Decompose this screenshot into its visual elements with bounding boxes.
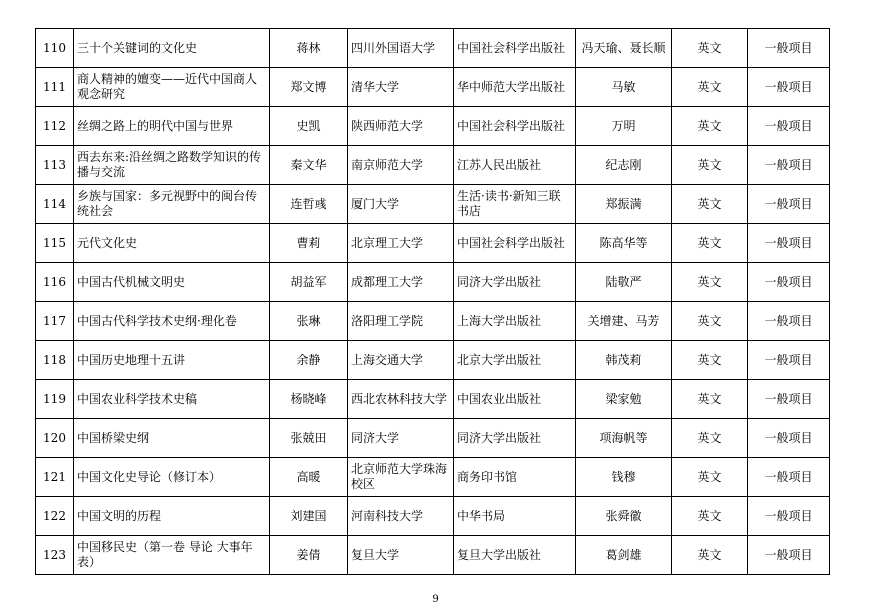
cell-applicant: 秦文华 <box>270 146 348 185</box>
cell-author: 韩茂莉 <box>576 341 672 380</box>
cell-author: 陈高华等 <box>576 224 672 263</box>
cell-number: 114 <box>36 185 74 224</box>
table-row <box>36 380 830 419</box>
table-row <box>36 29 830 68</box>
cell-author: 马敏 <box>576 68 672 107</box>
cell-number: 115 <box>36 224 74 263</box>
cell-applicant: 高暖 <box>270 458 348 497</box>
cell-publisher: 江苏人民出版社 <box>454 146 576 185</box>
cell-language: 英文 <box>672 536 748 575</box>
table-row <box>36 185 830 224</box>
cell-number: 110 <box>36 29 74 68</box>
cell-number: 111 <box>36 68 74 107</box>
cell-publisher: 中国社会科学出版社 <box>454 107 576 146</box>
cell-category: 一般项目 <box>748 263 830 302</box>
cell-publisher: 同济大学出版社 <box>454 263 576 302</box>
cell-applicant: 连哲彧 <box>270 185 348 224</box>
cell-author: 葛剑雄 <box>576 536 672 575</box>
cell-institution: 成都理工大学 <box>348 263 454 302</box>
cell-applicant: 曹莉 <box>270 224 348 263</box>
cell-institution: 北京师范大学珠海校区 <box>348 458 454 497</box>
cell-number: 123 <box>36 536 74 575</box>
cell-applicant: 张琳 <box>270 302 348 341</box>
cell-title: 中国文明的历程 <box>74 497 270 536</box>
cell-applicant: 郑文博 <box>270 68 348 107</box>
cell-publisher: 生活·读书·新知三联书店 <box>454 185 576 224</box>
cell-category: 一般项目 <box>748 146 830 185</box>
cell-publisher: 北京大学出版社 <box>454 341 576 380</box>
cell-title: 中国历史地理十五讲 <box>74 341 270 380</box>
cell-number: 121 <box>36 458 74 497</box>
cell-category: 一般项目 <box>748 458 830 497</box>
cell-author: 梁家勉 <box>576 380 672 419</box>
cell-number: 122 <box>36 497 74 536</box>
cell-category: 一般项目 <box>748 302 830 341</box>
table-row <box>36 341 830 380</box>
cell-author: 陆敬严 <box>576 263 672 302</box>
cell-language: 英文 <box>672 224 748 263</box>
cell-category: 一般项目 <box>748 380 830 419</box>
cell-title: 商人精神的嬗变——近代中国商人观念研究 <box>74 68 270 107</box>
cell-institution: 洛阳理工学院 <box>348 302 454 341</box>
project-list-table-container <box>35 28 829 575</box>
cell-language: 英文 <box>672 302 748 341</box>
cell-author: 项海帆等 <box>576 419 672 458</box>
cell-language: 英文 <box>672 497 748 536</box>
cell-title: 中国古代科学技术史纲·理化卷 <box>74 302 270 341</box>
cell-category: 一般项目 <box>748 419 830 458</box>
cell-publisher: 上海大学出版社 <box>454 302 576 341</box>
cell-author: 钱穆 <box>576 458 672 497</box>
cell-publisher: 同济大学出版社 <box>454 419 576 458</box>
cell-applicant: 蒋林 <box>270 29 348 68</box>
project-list-table <box>35 28 830 575</box>
cell-institution: 西北农林科技大学 <box>348 380 454 419</box>
table-row <box>36 68 830 107</box>
cell-title: 西去东来:沿丝绸之路数学知识的传播与交流 <box>74 146 270 185</box>
table-row <box>36 107 830 146</box>
cell-publisher: 复旦大学出版社 <box>454 536 576 575</box>
cell-number: 112 <box>36 107 74 146</box>
cell-category: 一般项目 <box>748 536 830 575</box>
table-row <box>36 224 830 263</box>
cell-applicant: 刘建国 <box>270 497 348 536</box>
cell-author: 冯天瑜、聂长顺 <box>576 29 672 68</box>
cell-language: 英文 <box>672 380 748 419</box>
cell-applicant: 余静 <box>270 341 348 380</box>
table-row <box>36 263 830 302</box>
cell-publisher: 中华书局 <box>454 497 576 536</box>
cell-publisher: 华中师范大学出版社 <box>454 68 576 107</box>
cell-language: 英文 <box>672 29 748 68</box>
cell-title: 元代文化史 <box>74 224 270 263</box>
cell-category: 一般项目 <box>748 185 830 224</box>
cell-title: 丝绸之路上的明代中国与世界 <box>74 107 270 146</box>
table-row <box>36 497 830 536</box>
cell-applicant: 杨晓峰 <box>270 380 348 419</box>
cell-author: 关增建、马芳 <box>576 302 672 341</box>
cell-institution: 四川外国语大学 <box>348 29 454 68</box>
page-number: 9 <box>432 594 439 605</box>
cell-institution: 河南科技大学 <box>348 497 454 536</box>
cell-category: 一般项目 <box>748 497 830 536</box>
table-body <box>36 29 830 575</box>
cell-publisher: 中国农业出版社 <box>454 380 576 419</box>
table-row <box>36 302 830 341</box>
cell-institution: 上海交通大学 <box>348 341 454 380</box>
cell-number: 113 <box>36 146 74 185</box>
cell-category: 一般项目 <box>748 224 830 263</box>
cell-title: 中国古代机械文明史 <box>74 263 270 302</box>
table-row <box>36 146 830 185</box>
cell-language: 英文 <box>672 107 748 146</box>
cell-number: 116 <box>36 263 74 302</box>
cell-title: 中国文化史导论（修订本） <box>74 458 270 497</box>
cell-number: 119 <box>36 380 74 419</box>
cell-institution: 北京理工大学 <box>348 224 454 263</box>
cell-number: 118 <box>36 341 74 380</box>
cell-title: 中国移民史（第一卷 导论 大事年表） <box>74 536 270 575</box>
cell-title: 三十个关键词的文化史 <box>74 29 270 68</box>
cell-title: 中国桥梁史纲 <box>74 419 270 458</box>
cell-language: 英文 <box>672 263 748 302</box>
cell-applicant: 张兢田 <box>270 419 348 458</box>
cell-institution: 厦门大学 <box>348 185 454 224</box>
cell-publisher: 商务印书馆 <box>454 458 576 497</box>
table-row <box>36 536 830 575</box>
cell-language: 英文 <box>672 419 748 458</box>
table-row <box>36 458 830 497</box>
cell-category: 一般项目 <box>748 107 830 146</box>
cell-title: 乡族与国家：多元视野中的闽台传统社会 <box>74 185 270 224</box>
cell-author: 纪志刚 <box>576 146 672 185</box>
cell-author: 郑振满 <box>576 185 672 224</box>
cell-institution: 陕西师范大学 <box>348 107 454 146</box>
cell-category: 一般项目 <box>748 29 830 68</box>
cell-language: 英文 <box>672 68 748 107</box>
cell-language: 英文 <box>672 185 748 224</box>
cell-category: 一般项目 <box>748 68 830 107</box>
cell-applicant: 胡益军 <box>270 263 348 302</box>
cell-institution: 南京师范大学 <box>348 146 454 185</box>
cell-institution: 同济大学 <box>348 419 454 458</box>
cell-category: 一般项目 <box>748 341 830 380</box>
cell-author: 张舜徽 <box>576 497 672 536</box>
cell-language: 英文 <box>672 146 748 185</box>
cell-language: 英文 <box>672 458 748 497</box>
cell-applicant: 史凯 <box>270 107 348 146</box>
table-row <box>36 419 830 458</box>
cell-institution: 清华大学 <box>348 68 454 107</box>
cell-title: 中国农业科学技术史稿 <box>74 380 270 419</box>
cell-applicant: 姜倩 <box>270 536 348 575</box>
cell-publisher: 中国社会科学出版社 <box>454 224 576 263</box>
cell-language: 英文 <box>672 341 748 380</box>
cell-publisher: 中国社会科学出版社 <box>454 29 576 68</box>
cell-number: 120 <box>36 419 74 458</box>
cell-institution: 复旦大学 <box>348 536 454 575</box>
cell-number: 117 <box>36 302 74 341</box>
cell-author: 万明 <box>576 107 672 146</box>
